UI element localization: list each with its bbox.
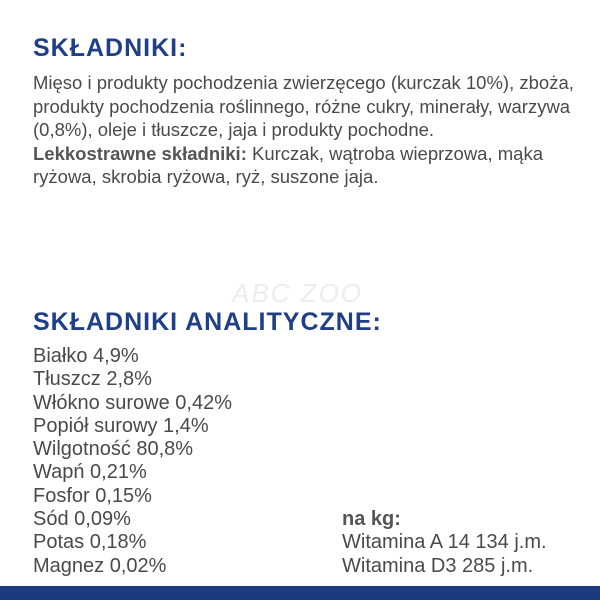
vitamin-item: Witamina A 14 134 j.m. <box>342 531 547 554</box>
ingredients-composition: Mięso i produkty pochodzenia zwierzęcego (kurczak 10%), zboża, produkty pochodzenia roślinnego, różne cukry, minerały, warzywa (0,8%), oleje i tłuszcze, jaja i produkty pochodne. <box>33 72 574 140</box>
nutrient-item: Tłuszcz 2,8% <box>33 368 152 391</box>
nutrient-list <box>33 345 232 578</box>
nutrient-item: Sód 0,09% <box>33 508 131 531</box>
vitamin-list <box>342 531 547 578</box>
watermark: ABC ZOO <box>232 278 364 308</box>
per-kg-block <box>342 508 547 578</box>
per-kg-label: na kg: <box>342 508 401 530</box>
highlight-text: Kurczak, wątroba wieprzowa, mąka ryżowa, skrobia ryżowa, ryż, suszone jaja. <box>33 142 543 187</box>
highlight-label: Lekkostrawne składniki: <box>33 142 247 164</box>
vitamin-item: Witamina D3 285 j.m. <box>342 554 534 577</box>
nutrient-item: Włókno surowe 0,42% <box>33 391 232 414</box>
ingredients-highlight <box>33 142 581 189</box>
ingredients-text-block <box>33 71 581 189</box>
nutrient-item: Fosfor 0,15% <box>33 484 152 507</box>
ingredients-heading: SKŁADNIKI: <box>33 34 188 62</box>
nutrient-item: Magnez 0,02% <box>33 554 167 577</box>
nutrient-item: Wapń 0,21% <box>33 461 147 484</box>
bottom-color-bar <box>0 586 600 600</box>
nutrient-item: Potas 0,18% <box>33 531 147 554</box>
analytical-heading: SKŁADNIKI ANALITYCZNE: <box>33 308 382 336</box>
nutrient-item: Wilgotność 80,8% <box>33 438 194 461</box>
nutrient-item: Popiół surowy 1,4% <box>33 414 209 437</box>
nutrient-item: Białko 4,9% <box>33 345 139 367</box>
